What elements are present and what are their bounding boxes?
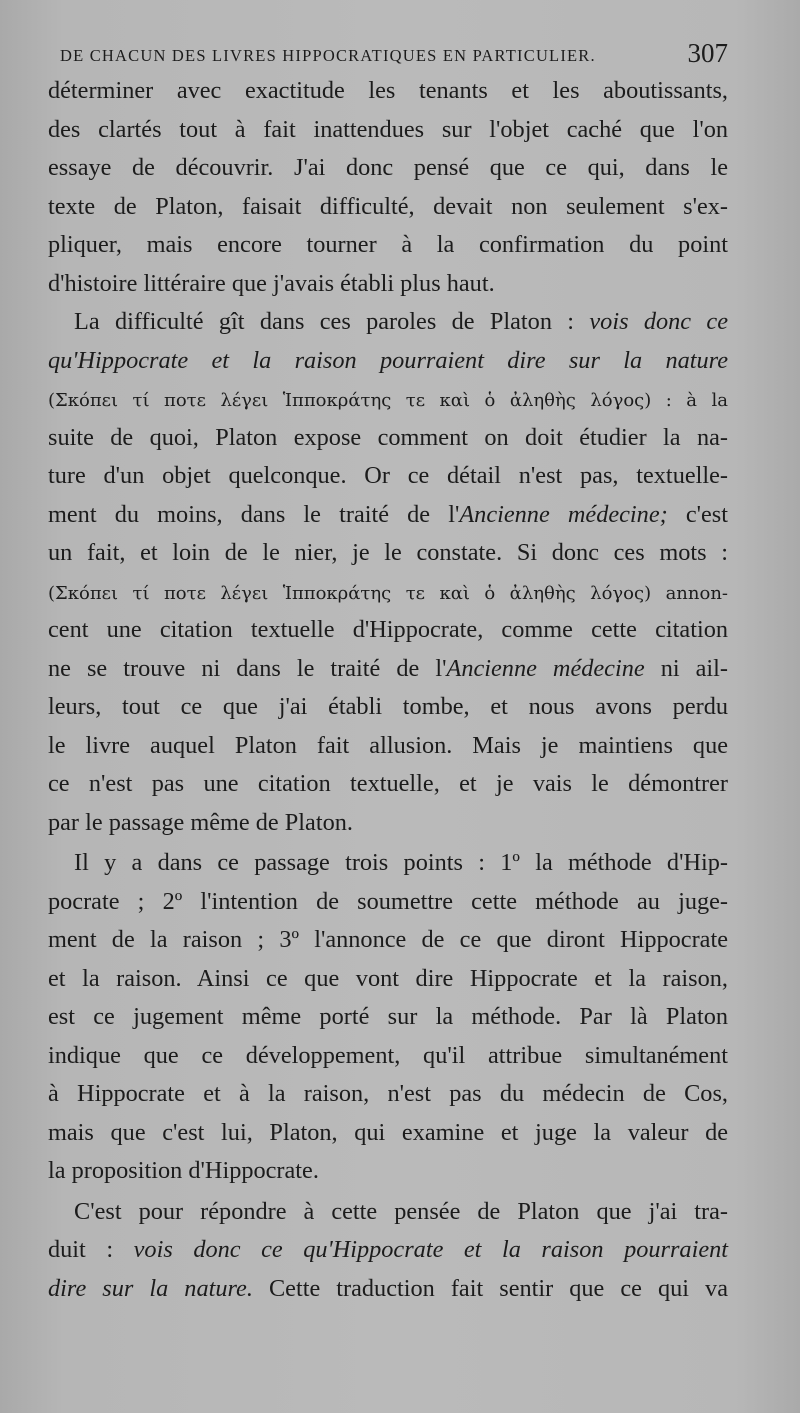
text-line: ment de la raison ; 3º l'annonce de ce que diront Hippocrate xyxy=(48,926,728,953)
italic-span: Ancienne médecine xyxy=(446,654,645,682)
greek-quote: (Σκόπει τί ποτε λέγει Ἱπποκράτης τε καὶ ὁ ἀληθὴς λόγος) annon- xyxy=(48,582,728,604)
italic-span: dire sur la nature. xyxy=(48,1274,253,1302)
text-line xyxy=(48,1231,728,1270)
text-line: cent une citation textuelle d'Hippocrate, comme cette citation xyxy=(48,616,728,643)
text-line: déterminer avec exactitude les tenants et les aboutissants, xyxy=(48,77,728,104)
italic-span: vois donc ce xyxy=(589,308,728,335)
italic-span: vois donc ce qu'Hippocrate et la raison pourraient xyxy=(133,1236,729,1263)
text-line: d'histoire littéraire que j'avais établi plus haut. xyxy=(48,269,495,297)
text-line xyxy=(48,650,728,689)
text-line xyxy=(48,342,728,381)
text-line: indique que ce développement, qu'il attribue simultanément xyxy=(48,1041,728,1069)
text-line: et la raison. Ainsi ce que vont dire Hippocrate et la raison, xyxy=(48,964,728,992)
text-line: le livre auquel Platon fait allusion. Mais je maintiens que xyxy=(48,731,728,759)
text-line: ture d'un objet quelconque. Or ce détail n'est pas, textuelle- xyxy=(48,462,728,489)
text-line xyxy=(48,573,728,612)
text-line: à Hippocrate et à la raison, n'est pas du médecin de Cos, xyxy=(48,1080,728,1107)
running-head-title: DE CHACUN DES LIVRES HIPPOCRATIQUES EN PARTICULIER. xyxy=(60,46,596,65)
text-span: ment du moins, dans le traité de l' xyxy=(48,500,460,528)
text-line: Il y a dans ce passage trois points : 1º la méthode d'Hip- xyxy=(74,849,728,876)
text-span: La difficulté gît dans ces paroles de Platon : xyxy=(74,308,575,335)
text-line: est ce jugement même porté sur la méthode. Par là Platon xyxy=(48,1003,728,1030)
text-line: pliquer, mais encore tourner à la confirmation du point xyxy=(48,231,728,258)
text-line: C'est pour répondre à cette pensée de Platon que j'ai tra- xyxy=(74,1197,728,1225)
text-line xyxy=(48,1270,728,1309)
text-line: leurs, tout ce que j'ai établi tombe, et nous avons perdu xyxy=(48,693,728,720)
text-line: texte de Platon, faisait difficulté, devait non seulement s'ex- xyxy=(48,192,728,220)
page-number: 307 xyxy=(687,38,728,68)
text-line: des clartés tout à fait inattendues sur l'objet caché que l'on xyxy=(48,115,728,143)
text-line: pocrate ; 2º l'intention de soumettre cette méthode au juge- xyxy=(48,887,728,915)
text-line: suite de quoi, Platon expose comment on doit étudier la na- xyxy=(48,423,728,451)
running-head xyxy=(60,38,728,74)
text-line: la proposition d'Hippocrate. xyxy=(48,1157,319,1184)
text-line xyxy=(48,496,728,535)
greek-quote: (Σκόπει τί ποτε λέγει Ἱπποκράτης τε καὶ ὁ ἀληθὴς λόγος) : à la xyxy=(48,390,728,411)
text-line: un fait, et loin de le nier, je le constate. Si donc ces mots : xyxy=(48,539,728,566)
text-span: ni ail- xyxy=(660,654,728,682)
text-line xyxy=(48,380,728,419)
italic-span: qu'Hippocrate et la raison pourraient dire sur la nature xyxy=(48,346,728,374)
text-span: Cette traduction fait sentir que ce qui va xyxy=(268,1274,728,1302)
text-line: ce n'est pas une citation textuelle, et je vais le démontrer xyxy=(48,770,728,797)
text-line: essaye de découvrir. J'ai donc pensé que ce qui, dans le xyxy=(48,154,728,181)
body-text xyxy=(48,72,728,1308)
text-line xyxy=(48,303,728,342)
text-span: duit : xyxy=(48,1236,114,1263)
italic-span: Ancienne médecine; xyxy=(459,500,668,528)
text-span: c'est xyxy=(685,500,728,528)
text-line: par le passage même de Platon. xyxy=(48,808,353,836)
text-span: ne se trouve ni dans le traité de l' xyxy=(48,654,447,682)
text-line: mais que c'est lui, Platon, qui examine et juge la valeur de xyxy=(48,1118,728,1146)
